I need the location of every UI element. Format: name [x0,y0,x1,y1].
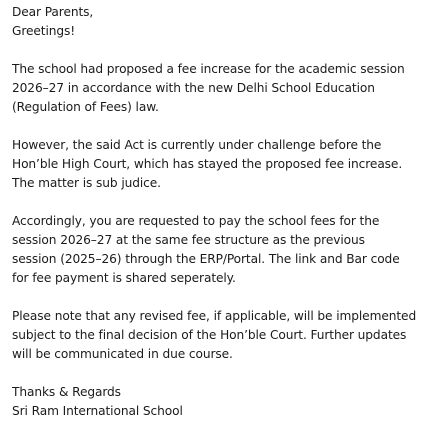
paragraph-line: The school had proposed a fee increase for the academic session [12,62,405,76]
greeting-block [12,3,432,41]
paragraph-fee-proposal [12,60,432,117]
paragraph-payment-request [12,212,432,288]
paragraph-line: However, the said Act is currently under challenge before the [12,138,382,152]
paragraph-line: Hon’ble High Court, which has stayed the proposed fee increase. [12,157,403,171]
paragraph-line: for fee payment is shared seperately. [12,271,236,285]
salutation: Dear Parents, [12,5,94,19]
paragraph-line: The matter is sub judice. [12,176,161,190]
signoff-block [12,383,432,421]
paragraph-line: (Regulation of Fees) law. [12,100,159,114]
paragraph-line: 2026–27 in accordance with the new Delhi School Education [12,81,375,95]
message-body [12,3,432,421]
sender-name: Sri Ram International School [12,404,183,418]
paragraph-line: will be communicated in due course. [12,347,233,361]
greeting-opener: Greetings! [12,24,76,38]
paragraph-revised-fee-note [12,307,432,364]
paragraph-line: Accordingly, you are requested to pay the school fees for the [12,214,380,228]
paragraph-line: subject to the final decision of the Hon’ble Court. Further updates [12,328,407,342]
paragraph-line: Please note that any revised fee, if applicable, will be implemented [12,309,417,323]
paragraph-court-stay [12,136,432,193]
paragraph-line: session 2026–27 at the same fee structure as the previous [12,233,365,247]
signoff-closing: Thanks & Regards [12,385,121,399]
paragraph-line: session (2025–26) through the ERP/Portal. The link and Bar code [12,252,400,266]
